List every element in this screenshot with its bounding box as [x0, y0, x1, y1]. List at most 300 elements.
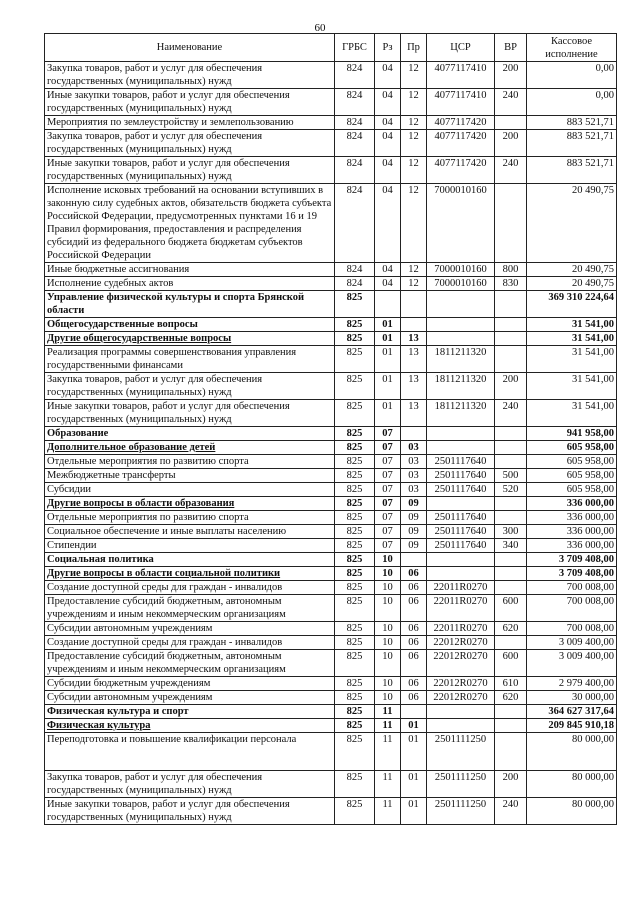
- row-csr-cell: 4077117420: [427, 157, 495, 184]
- row-rz-cell: 07: [375, 469, 401, 483]
- row-rz-cell: 07: [375, 483, 401, 497]
- row-grbs-cell: 825: [335, 511, 375, 525]
- row-amount-cell: 3 709 408,00: [527, 553, 617, 567]
- row-amount-cell: 700 008,00: [527, 622, 617, 636]
- row-grbs-cell: 825: [335, 441, 375, 455]
- row-vr-cell: [495, 318, 527, 332]
- row-csr-cell: 4077117410: [427, 62, 495, 89]
- row-name-cell: Другие вопросы в области социальной политики: [45, 567, 335, 581]
- row-grbs-cell: 824: [335, 263, 375, 277]
- row-grbs-cell: 825: [335, 497, 375, 511]
- row-amount-cell: 369 310 224,64: [527, 291, 617, 318]
- row-rz-cell: 07: [375, 455, 401, 469]
- row-vr-cell: [495, 291, 527, 318]
- row-rz-cell: 10: [375, 553, 401, 567]
- row-pr-cell: 13: [401, 373, 427, 400]
- row-amount-cell: 31 541,00: [527, 400, 617, 427]
- row-grbs-cell: 825: [335, 581, 375, 595]
- row-pr-cell: 01: [401, 733, 427, 771]
- row-rz-cell: 04: [375, 89, 401, 116]
- row-csr-cell: 2501117640: [427, 539, 495, 553]
- row-amount-cell: 605 958,00: [527, 455, 617, 469]
- row-name-cell: Иные бюджетные ассигнования: [45, 263, 335, 277]
- row-grbs-cell: 824: [335, 89, 375, 116]
- row-grbs-cell: 825: [335, 455, 375, 469]
- row-name-cell: Физическая культура и спорт: [45, 705, 335, 719]
- row-pr-cell: 09: [401, 525, 427, 539]
- row-pr-cell: 09: [401, 511, 427, 525]
- row-name-cell: Стипендии: [45, 539, 335, 553]
- table-row: [45, 116, 617, 130]
- row-pr-cell: 09: [401, 497, 427, 511]
- row-vr-cell: 200: [495, 373, 527, 400]
- row-vr-cell: 500: [495, 469, 527, 483]
- row-vr-cell: 240: [495, 157, 527, 184]
- table-header-row: [45, 34, 617, 62]
- row-csr-cell: 22012R0270: [427, 691, 495, 705]
- row-csr-cell: 2501117640: [427, 511, 495, 525]
- table-row: [45, 277, 617, 291]
- row-vr-cell: 830: [495, 277, 527, 291]
- row-amount-cell: 605 958,00: [527, 469, 617, 483]
- row-pr-cell: 12: [401, 130, 427, 157]
- row-vr-cell: 240: [495, 400, 527, 427]
- row-grbs-cell: 825: [335, 483, 375, 497]
- row-amount-cell: 700 008,00: [527, 581, 617, 595]
- table-row: [45, 263, 617, 277]
- row-grbs-cell: 824: [335, 116, 375, 130]
- row-name-cell: Закупка товаров, работ и услуг для обеспечения государственных (муниципальных) нужд: [45, 771, 335, 798]
- row-name-cell: Создание доступной среды для граждан - инвалидов: [45, 636, 335, 650]
- row-pr-cell: 01: [401, 771, 427, 798]
- row-pr-cell: 13: [401, 400, 427, 427]
- table-row: [45, 771, 617, 798]
- row-amount-cell: 336 000,00: [527, 539, 617, 553]
- table-row: [45, 581, 617, 595]
- table-row: [45, 497, 617, 511]
- row-rz-cell: 10: [375, 622, 401, 636]
- row-rz-cell: 10: [375, 595, 401, 622]
- row-vr-cell: 600: [495, 650, 527, 677]
- table-row: [45, 719, 617, 733]
- row-grbs-cell: 825: [335, 719, 375, 733]
- row-name-cell: Иные закупки товаров, работ и услуг для обеспечения государственных (муниципальных) нужд: [45, 798, 335, 825]
- table-row: [45, 441, 617, 455]
- row-rz-cell: 11: [375, 771, 401, 798]
- row-csr-cell: 4077117410: [427, 89, 495, 116]
- row-vr-cell: [495, 705, 527, 719]
- row-grbs-cell: 825: [335, 595, 375, 622]
- row-rz-cell: [375, 291, 401, 318]
- table-row: [45, 469, 617, 483]
- table-row: [45, 595, 617, 622]
- header-grbs: ГРБС: [335, 34, 375, 62]
- row-rz-cell: 04: [375, 184, 401, 263]
- row-name-cell: Межбюджетные трансферты: [45, 469, 335, 483]
- table-row: [45, 567, 617, 581]
- row-csr-cell: 22011R0270: [427, 622, 495, 636]
- row-rz-cell: 07: [375, 511, 401, 525]
- row-vr-cell: [495, 184, 527, 263]
- row-vr-cell: [495, 553, 527, 567]
- table-row: [45, 89, 617, 116]
- table-row: [45, 553, 617, 567]
- row-rz-cell: 07: [375, 441, 401, 455]
- row-csr-cell: 2501111250: [427, 798, 495, 825]
- row-rz-cell: 10: [375, 581, 401, 595]
- row-name-cell: Иные закупки товаров, работ и услуг для обеспечения государственных (муниципальных) нужд: [45, 89, 335, 116]
- row-vr-cell: [495, 346, 527, 373]
- row-rz-cell: 04: [375, 263, 401, 277]
- row-pr-cell: 12: [401, 184, 427, 263]
- row-grbs-cell: 825: [335, 567, 375, 581]
- row-csr-cell: [427, 553, 495, 567]
- row-pr-cell: 06: [401, 595, 427, 622]
- row-name-cell: Закупка товаров, работ и услуг для обеспечения государственных (муниципальных) нужд: [45, 62, 335, 89]
- row-vr-cell: [495, 733, 527, 771]
- row-rz-cell: 11: [375, 733, 401, 771]
- row-vr-cell: [495, 581, 527, 595]
- table-row: [45, 733, 617, 771]
- row-rz-cell: 07: [375, 525, 401, 539]
- row-pr-cell: 12: [401, 116, 427, 130]
- row-grbs-cell: 825: [335, 346, 375, 373]
- row-rz-cell: 11: [375, 705, 401, 719]
- row-pr-cell: [401, 705, 427, 719]
- row-grbs-cell: 825: [335, 469, 375, 483]
- row-rz-cell: 01: [375, 373, 401, 400]
- row-amount-cell: 20 490,75: [527, 277, 617, 291]
- table-row: [45, 318, 617, 332]
- row-vr-cell: 240: [495, 798, 527, 825]
- row-csr-cell: 1811211320: [427, 346, 495, 373]
- row-pr-cell: [401, 427, 427, 441]
- row-name-cell: Отдельные мероприятия по развитию спорта: [45, 455, 335, 469]
- row-pr-cell: 12: [401, 157, 427, 184]
- row-rz-cell: 10: [375, 636, 401, 650]
- table-row: [45, 483, 617, 497]
- row-amount-cell: 31 541,00: [527, 346, 617, 373]
- row-rz-cell: 04: [375, 116, 401, 130]
- header-vr: ВР: [495, 34, 527, 62]
- row-grbs-cell: 824: [335, 157, 375, 184]
- row-pr-cell: 06: [401, 622, 427, 636]
- header-amount: Кассовое исполнение: [527, 34, 617, 62]
- table-row: [45, 130, 617, 157]
- row-name-cell: Управление физической культуры и спорта Брянской области: [45, 291, 335, 318]
- row-grbs-cell: 825: [335, 677, 375, 691]
- row-pr-cell: 06: [401, 581, 427, 595]
- header-csr: ЦСР: [427, 34, 495, 62]
- table-row: [45, 622, 617, 636]
- row-name-cell: Закупка товаров, работ и услуг для обеспечения государственных (муниципальных) нужд: [45, 373, 335, 400]
- row-pr-cell: 06: [401, 636, 427, 650]
- row-vr-cell: 200: [495, 130, 527, 157]
- row-grbs-cell: 825: [335, 733, 375, 771]
- row-grbs-cell: 825: [335, 553, 375, 567]
- row-pr-cell: 06: [401, 650, 427, 677]
- row-rz-cell: 01: [375, 400, 401, 427]
- row-csr-cell: [427, 441, 495, 455]
- row-amount-cell: 20 490,75: [527, 263, 617, 277]
- row-name-cell: Другие вопросы в области образования: [45, 497, 335, 511]
- row-csr-cell: 22012R0270: [427, 677, 495, 691]
- row-rz-cell: 04: [375, 277, 401, 291]
- row-pr-cell: 03: [401, 441, 427, 455]
- row-rz-cell: 01: [375, 318, 401, 332]
- row-vr-cell: 620: [495, 691, 527, 705]
- row-vr-cell: 240: [495, 89, 527, 116]
- row-grbs-cell: 825: [335, 332, 375, 346]
- row-name-cell: Предоставление субсидий бюджетным, автономным учреждениям и иным некоммерческим организациям: [45, 650, 335, 677]
- row-grbs-cell: 824: [335, 184, 375, 263]
- row-pr-cell: 12: [401, 277, 427, 291]
- row-grbs-cell: 825: [335, 539, 375, 553]
- row-rz-cell: 11: [375, 719, 401, 733]
- row-vr-cell: [495, 332, 527, 346]
- row-vr-cell: [495, 636, 527, 650]
- row-amount-cell: 80 000,00: [527, 733, 617, 771]
- row-rz-cell: 11: [375, 798, 401, 825]
- row-grbs-cell: 824: [335, 277, 375, 291]
- row-name-cell: Мероприятия по землеустройству и землепользованию: [45, 116, 335, 130]
- row-amount-cell: 20 490,75: [527, 184, 617, 263]
- header-rz: Рз: [375, 34, 401, 62]
- row-name-cell: Субсидии автономным учреждениям: [45, 691, 335, 705]
- row-amount-cell: 336 000,00: [527, 511, 617, 525]
- table-row: [45, 798, 617, 825]
- row-rz-cell: 04: [375, 130, 401, 157]
- row-rz-cell: 04: [375, 157, 401, 184]
- row-amount-cell: 3 709 408,00: [527, 567, 617, 581]
- row-grbs-cell: 825: [335, 691, 375, 705]
- row-grbs-cell: 825: [335, 771, 375, 798]
- budget-execution-table: [44, 33, 617, 825]
- table-row: [45, 62, 617, 89]
- table-row: [45, 677, 617, 691]
- row-rz-cell: 01: [375, 332, 401, 346]
- row-pr-cell: 03: [401, 455, 427, 469]
- row-grbs-cell: 825: [335, 427, 375, 441]
- row-name-cell: Дополнительное образование детей: [45, 441, 335, 455]
- row-pr-cell: [401, 318, 427, 332]
- row-vr-cell: 520: [495, 483, 527, 497]
- row-amount-cell: 3 009 400,00: [527, 650, 617, 677]
- row-amount-cell: 209 845 910,18: [527, 719, 617, 733]
- table-row: [45, 650, 617, 677]
- row-csr-cell: 4077117420: [427, 130, 495, 157]
- row-rz-cell: 07: [375, 497, 401, 511]
- row-csr-cell: [427, 497, 495, 511]
- row-pr-cell: 01: [401, 798, 427, 825]
- row-amount-cell: 336 000,00: [527, 497, 617, 511]
- row-vr-cell: [495, 497, 527, 511]
- row-grbs-cell: 825: [335, 798, 375, 825]
- row-csr-cell: 7000010160: [427, 277, 495, 291]
- row-name-cell: Исполнение исковых требований на основании вступивших в законную силу судебных актов, обязательств бюджета субъекта Российской Федерации, предусмотренных пунктами 16 и 19 Правил формирования, предоставления и распределения субсидий из федерального бюджета бюджетам субъектов Российской Федерации: [45, 184, 335, 263]
- row-vr-cell: 200: [495, 771, 527, 798]
- row-name-cell: Образование: [45, 427, 335, 441]
- row-pr-cell: 12: [401, 89, 427, 116]
- row-amount-cell: 31 541,00: [527, 373, 617, 400]
- row-rz-cell: 10: [375, 567, 401, 581]
- row-csr-cell: [427, 719, 495, 733]
- table-row: [45, 705, 617, 719]
- table-row: [45, 525, 617, 539]
- row-csr-cell: 2501117640: [427, 525, 495, 539]
- row-vr-cell: 340: [495, 539, 527, 553]
- row-rz-cell: 10: [375, 650, 401, 677]
- row-csr-cell: 2501117640: [427, 483, 495, 497]
- table-row: [45, 511, 617, 525]
- row-csr-cell: [427, 567, 495, 581]
- row-name-cell: Переподготовка и повышение квалификации персонала: [45, 733, 335, 771]
- row-name-cell: Физическая культура: [45, 719, 335, 733]
- row-name-cell: Другие общегосударственные вопросы: [45, 332, 335, 346]
- row-pr-cell: [401, 291, 427, 318]
- row-amount-cell: 31 541,00: [527, 318, 617, 332]
- row-amount-cell: 30 000,00: [527, 691, 617, 705]
- row-pr-cell: 06: [401, 691, 427, 705]
- row-vr-cell: [495, 511, 527, 525]
- row-amount-cell: 80 000,00: [527, 798, 617, 825]
- table-row: [45, 332, 617, 346]
- row-pr-cell: [401, 553, 427, 567]
- row-vr-cell: [495, 427, 527, 441]
- row-amount-cell: 883 521,71: [527, 157, 617, 184]
- row-amount-cell: 31 541,00: [527, 332, 617, 346]
- row-vr-cell: [495, 441, 527, 455]
- row-csr-cell: 22012R0270: [427, 650, 495, 677]
- row-grbs-cell: 825: [335, 373, 375, 400]
- row-grbs-cell: 825: [335, 636, 375, 650]
- row-rz-cell: 07: [375, 427, 401, 441]
- header-name: Наименование: [45, 34, 335, 62]
- row-csr-cell: 1811211320: [427, 400, 495, 427]
- table-row: [45, 455, 617, 469]
- row-vr-cell: 600: [495, 595, 527, 622]
- row-name-cell: Социальная политика: [45, 553, 335, 567]
- row-csr-cell: [427, 318, 495, 332]
- row-csr-cell: 22011R0270: [427, 595, 495, 622]
- row-grbs-cell: 825: [335, 705, 375, 719]
- row-vr-cell: [495, 455, 527, 469]
- row-pr-cell: 09: [401, 539, 427, 553]
- row-amount-cell: 883 521,71: [527, 130, 617, 157]
- row-amount-cell: 941 958,00: [527, 427, 617, 441]
- row-name-cell: Создание доступной среды для граждан - инвалидов: [45, 581, 335, 595]
- row-pr-cell: 01: [401, 719, 427, 733]
- row-vr-cell: 620: [495, 622, 527, 636]
- row-amount-cell: 700 008,00: [527, 595, 617, 622]
- row-csr-cell: [427, 705, 495, 719]
- row-pr-cell: 12: [401, 62, 427, 89]
- row-amount-cell: 3 009 400,00: [527, 636, 617, 650]
- row-csr-cell: 2501117640: [427, 469, 495, 483]
- row-csr-cell: 22012R0270: [427, 636, 495, 650]
- row-name-cell: Отдельные мероприятия по развитию спорта: [45, 511, 335, 525]
- header-pr: Пр: [401, 34, 427, 62]
- row-vr-cell: [495, 719, 527, 733]
- row-csr-cell: [427, 332, 495, 346]
- row-grbs-cell: 825: [335, 622, 375, 636]
- row-rz-cell: 10: [375, 691, 401, 705]
- table-row: [45, 157, 617, 184]
- row-name-cell: Социальное обеспечение и иные выплаты населению: [45, 525, 335, 539]
- row-name-cell: Закупка товаров, работ и услуг для обеспечения государственных (муниципальных) нужд: [45, 130, 335, 157]
- row-amount-cell: 605 958,00: [527, 441, 617, 455]
- row-grbs-cell: 825: [335, 400, 375, 427]
- row-pr-cell: 06: [401, 677, 427, 691]
- row-rz-cell: 07: [375, 539, 401, 553]
- row-name-cell: Предоставление субсидий бюджетным, автономным учреждениям и иным некоммерческим организациям: [45, 595, 335, 622]
- row-csr-cell: 2501117640: [427, 455, 495, 469]
- row-vr-cell: 800: [495, 263, 527, 277]
- row-vr-cell: 610: [495, 677, 527, 691]
- table-row: [45, 373, 617, 400]
- row-grbs-cell: 825: [335, 650, 375, 677]
- row-rz-cell: 10: [375, 677, 401, 691]
- row-name-cell: Общегосударственные вопросы: [45, 318, 335, 332]
- row-pr-cell: 03: [401, 483, 427, 497]
- row-rz-cell: 01: [375, 346, 401, 373]
- row-amount-cell: 364 627 317,64: [527, 705, 617, 719]
- row-amount-cell: 336 000,00: [527, 525, 617, 539]
- table-row: [45, 691, 617, 705]
- row-csr-cell: 7000010160: [427, 263, 495, 277]
- row-rz-cell: 04: [375, 62, 401, 89]
- row-grbs-cell: 825: [335, 525, 375, 539]
- row-amount-cell: 605 958,00: [527, 483, 617, 497]
- row-vr-cell: [495, 567, 527, 581]
- page-number: 60: [314, 22, 326, 34]
- row-grbs-cell: 824: [335, 130, 375, 157]
- table-row: [45, 291, 617, 318]
- row-pr-cell: 13: [401, 346, 427, 373]
- row-amount-cell: 80 000,00: [527, 771, 617, 798]
- row-csr-cell: 2501111250: [427, 771, 495, 798]
- row-name-cell: Иные закупки товаров, работ и услуг для обеспечения государственных (муниципальных) нужд: [45, 157, 335, 184]
- table-row: [45, 427, 617, 441]
- row-name-cell: Реализация программы совершенствования управления государственными финансами: [45, 346, 335, 373]
- table-row: [45, 400, 617, 427]
- row-amount-cell: 883 521,71: [527, 116, 617, 130]
- row-pr-cell: 13: [401, 332, 427, 346]
- row-csr-cell: 22011R0270: [427, 581, 495, 595]
- row-csr-cell: 4077117420: [427, 116, 495, 130]
- row-csr-cell: 7000010160: [427, 184, 495, 263]
- row-vr-cell: 300: [495, 525, 527, 539]
- row-csr-cell: 2501111250: [427, 733, 495, 771]
- row-pr-cell: 06: [401, 567, 427, 581]
- row-amount-cell: 2 979 400,00: [527, 677, 617, 691]
- row-grbs-cell: 825: [335, 318, 375, 332]
- table-row: [45, 346, 617, 373]
- row-name-cell: Иные закупки товаров, работ и услуг для обеспечения государственных (муниципальных) нужд: [45, 400, 335, 427]
- row-amount-cell: 0,00: [527, 89, 617, 116]
- row-vr-cell: 200: [495, 62, 527, 89]
- row-pr-cell: 12: [401, 263, 427, 277]
- table-row: [45, 184, 617, 263]
- table-row: [45, 539, 617, 553]
- row-vr-cell: [495, 116, 527, 130]
- row-name-cell: Субсидии бюджетным учреждениям: [45, 677, 335, 691]
- table-row: [45, 636, 617, 650]
- row-csr-cell: 1811211320: [427, 373, 495, 400]
- row-grbs-cell: 824: [335, 62, 375, 89]
- row-grbs-cell: 825: [335, 291, 375, 318]
- row-csr-cell: [427, 427, 495, 441]
